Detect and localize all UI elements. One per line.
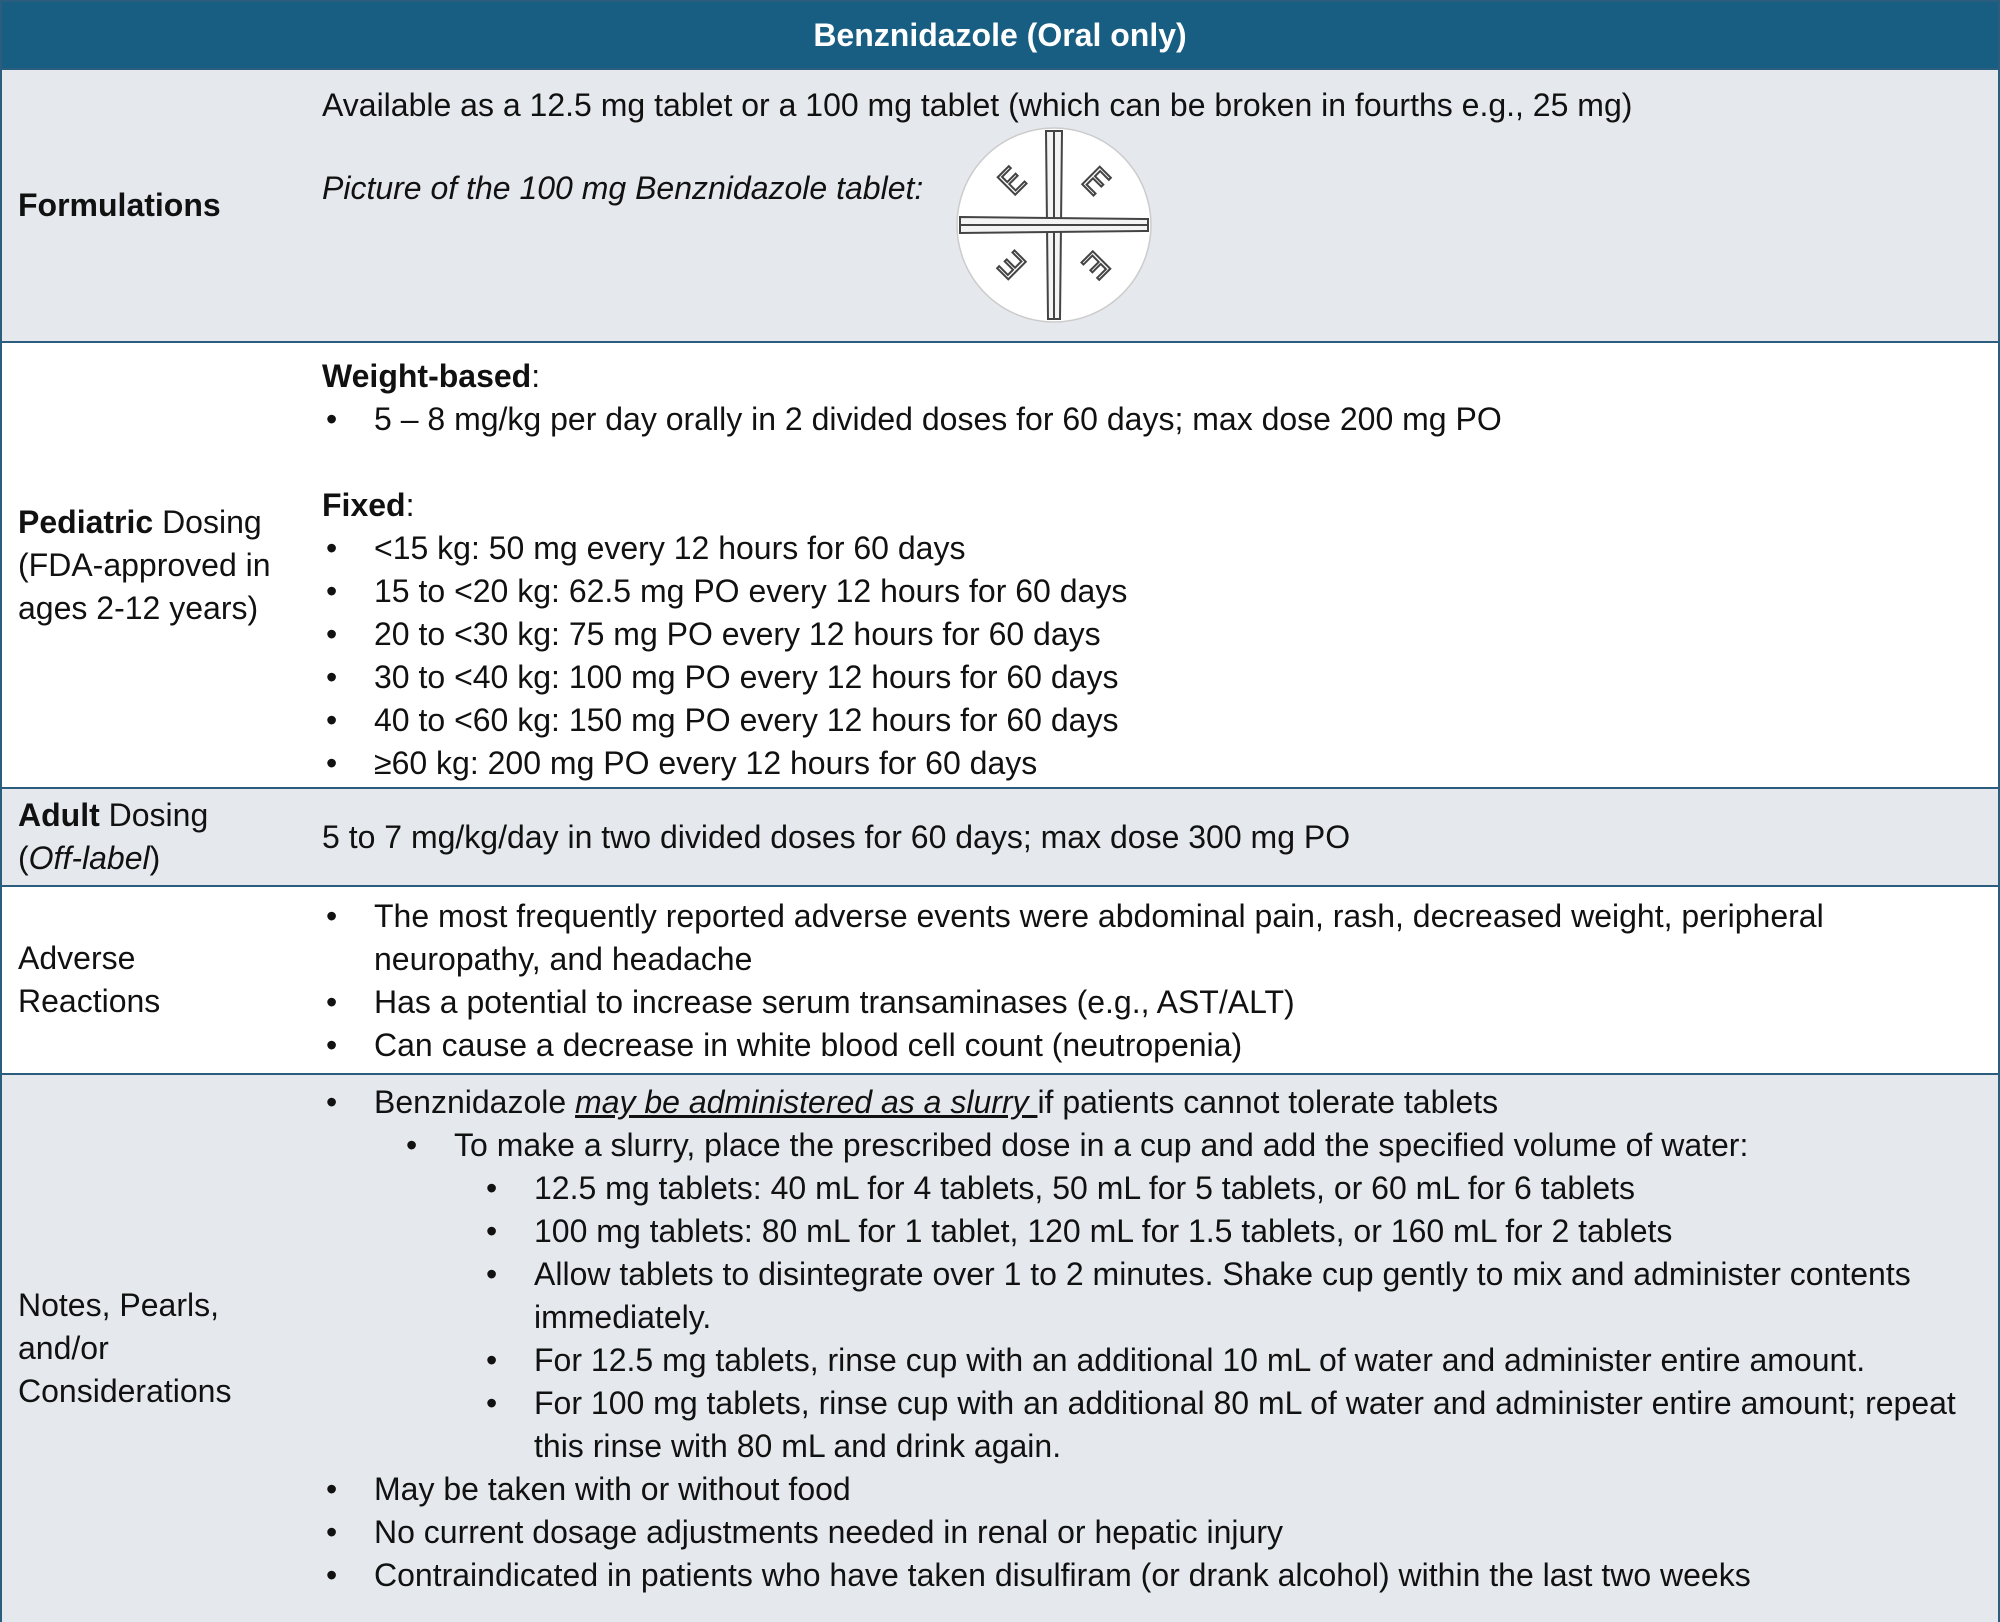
list-item: • For 100 mg tablets, rinse cup with an additional 80 mL of water and administer entire amount; repeat this rinse with 80 mL and drink again. [322, 1382, 1986, 1468]
weight-list [322, 398, 1986, 441]
content-notes [314, 1075, 1998, 1622]
list-item: • For 12.5 mg tablets, rinse cup with an additional 10 mL of water and administer entire amount. [322, 1339, 1986, 1382]
tablet-imprint-3: E [990, 242, 1035, 287]
adult-label-italic: Off-label [28, 840, 150, 876]
list-item: • 5 – 8 mg/kg per day orally in 2 divided doses for 60 days; max dose 200 mg PO [322, 398, 1986, 441]
weight-colon: : [531, 358, 541, 394]
row-adverse [2, 887, 1998, 1075]
weight-heading: Weight-based [322, 358, 532, 394]
list-item: • 100 mg tablets: 80 mL for 1 tablet, 120 mL for 1.5 tablets, or 160 mL for 2 tablets [322, 1210, 1986, 1253]
content-formulations [314, 70, 1998, 341]
notes-list [322, 1081, 1986, 1124]
slurry-sublist [322, 1124, 1986, 1167]
list-item: • 15 to <20 kg: 62.5 mg PO every 12 hours for 60 days [322, 570, 1986, 613]
content-adverse [314, 887, 1998, 1073]
pediatric-label-line2: (FDA-approved in [18, 546, 271, 583]
adult-label-rest: Dosing [99, 797, 209, 833]
notes-label-line3: Considerations [18, 1373, 232, 1409]
list-item: • ≥60 kg: 200 mg PO every 12 hours for 60 days [322, 742, 1986, 785]
slurry-emphasis: may be administered as a slurry [575, 1084, 1038, 1120]
list-item: • Allow tablets to disintegrate over 1 to 2 minutes. Shake cup gently to mix and administer contents immediately. [322, 1253, 1986, 1339]
adverse-label-line2: Reactions [18, 983, 161, 1019]
adverse-label-line1: Adverse [18, 940, 136, 976]
list-item: • The most frequently reported adverse events were abdominal pain, rash, decreased weight, peripheral neuropathy, and headache [322, 895, 1986, 981]
notes-label-line1: Notes, Pearls, [18, 1287, 219, 1323]
tablet-imprint-2: E [1073, 159, 1118, 204]
list-item: • 40 to <60 kg: 150 mg PO every 12 hours for 60 days [322, 699, 1986, 742]
fixed-colon: : [405, 487, 415, 523]
slurry-pre: Benznidazole [374, 1084, 576, 1120]
fixed-heading: Fixed [322, 487, 406, 523]
list-item: • Has a potential to increase serum transaminases (e.g., AST/ALT) [322, 981, 1986, 1024]
list-item [322, 1081, 1986, 1124]
notes-other-list [322, 1468, 1986, 1597]
adult-text: 5 to 7 mg/kg/day in two divided doses for 60 days; max dose 300 mg PO [322, 818, 1351, 855]
picture-caption: Picture of the 100 mg Benznidazole tablet: [322, 170, 924, 206]
label-adverse [2, 887, 314, 1073]
row-adult [2, 789, 1998, 887]
adult-label-open: ( [18, 840, 29, 876]
list-item: • 20 to <30 kg: 75 mg PO every 12 hours for 60 days [322, 613, 1986, 656]
list-item: • 12.5 mg tablets: 40 mL for 4 tablets, 50 mL for 5 tablets, or 60 mL for 6 tablets [322, 1167, 1986, 1210]
label-adult [2, 789, 314, 885]
notes-label-line2: and/or [18, 1330, 109, 1366]
adverse-list [322, 895, 1986, 1067]
slurry-steps [322, 1167, 1986, 1468]
table-title: Benznidazole (Oral only) [2, 2, 1998, 70]
list-item: • No current dosage adjustments needed in renal or hepatic injury [322, 1511, 1986, 1554]
row-notes [2, 1075, 1998, 1622]
adult-label-bold: Adult [18, 797, 100, 833]
tablet-image [954, 125, 1154, 325]
tablet-imprint-4: E [1073, 242, 1118, 287]
list-item: • 30 to <40 kg: 100 mg PO every 12 hours for 60 days [322, 656, 1986, 699]
formulations-text: Available as a 12.5 mg tablet or a 100 mg tablet (which can be broken in fourths e.g., 25 mg) [322, 87, 1633, 123]
tablet-imprint-1: E [990, 159, 1035, 204]
pediatric-label-line3: ages 2-12 years) [18, 589, 259, 626]
label-notes [2, 1075, 314, 1622]
list-item: • May be taken with or without food [322, 1468, 1986, 1511]
slurry-post: if patients cannot tolerate tablets [1037, 1084, 1499, 1120]
label-pediatric [2, 343, 314, 787]
row-formulations [2, 70, 1998, 343]
row-pediatric [2, 343, 1998, 789]
content-pediatric [314, 343, 1998, 787]
pediatric-label-bold: Pediatric [18, 503, 154, 540]
list-item: • To make a slurry, place the prescribed dose in a cup and add the specified volume of water: [322, 1124, 1986, 1167]
label-formulations: Formulations [18, 187, 221, 223]
adult-label-close: ) [149, 840, 161, 876]
content-adult [314, 789, 1998, 885]
list-item: • Can cause a decrease in white blood cell count (neutropenia) [322, 1024, 1986, 1067]
pediatric-label-rest: Dosing [153, 503, 262, 540]
list-item: • Contraindicated in patients who have taken disulfiram (or drank alcohol) within the last two weeks [322, 1554, 1986, 1597]
list-item: • <15 kg: 50 mg every 12 hours for 60 days [322, 527, 1986, 570]
fixed-list [322, 527, 1986, 785]
